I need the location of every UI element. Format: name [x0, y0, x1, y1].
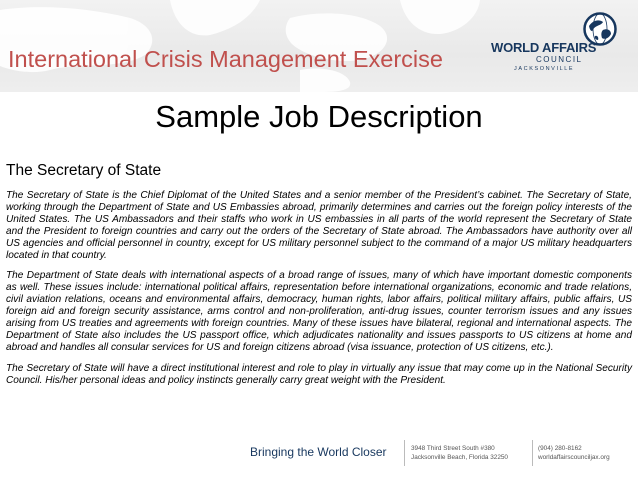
world-affairs-council-logo: [488, 10, 630, 82]
paragraph-nsc-role: The Secretary of State will have a direct institutional interest and role to play in virtually any issue that may come up in the National Security Council. His/her personal ideas and policy instincts generally carry great weight with the President.: [6, 362, 632, 386]
address-line-2: Jacksonville Beach, Florida 32250: [411, 454, 508, 461]
exercise-title: International Crisis Management Exercise: [8, 46, 443, 72]
section-heading: The Secretary of State: [6, 162, 162, 179]
footer-phone: (904) 280-8162: [538, 445, 582, 452]
footer-website[interactable]: worldaffairscounciljax.org: [538, 454, 610, 461]
footer-tagline: Bringing the World Closer: [250, 445, 387, 459]
header-banner: [0, 0, 638, 92]
slide-title: Sample Job Description: [155, 99, 483, 134]
footer-divider: [404, 440, 405, 466]
footer-address: [411, 444, 508, 462]
logo-text-council: COUNCIL: [536, 55, 583, 64]
footer: [0, 430, 638, 478]
paragraph-department-issues: The Department of State deals with international aspects of a broad range of issues, many of which have important domestic components as well. These issues include: international political affairs, representation before international organizations, economic and trade relations, civil aviation relations, oceans and environmental affairs, democracy, human rights, labor affairs, political military affairs, public affairs, US foreign aid and foreign security assistance, arms control and non-proliferation, anti-drug issues, counter terrorism issues and any issues arising from US treaties and agreements with foreign countries. Many of these issues have bilateral, regional and international aspects. The Department of State also includes the US passport office, which adjudicates nationality and issues passports to US citizens at home and abroad and handles all consular services for US and foreign citizens abroad (visa issuance, protection of US citizens, etc.).: [6, 270, 632, 353]
logo-text-world-affairs: WORLD AFFAIRS: [491, 40, 597, 55]
paragraph-role-overview: The Secretary of State is the Chief Diplomat of the United States and a senior member of the President’s cabinet. The Secretary of State, working through the Department of State and US Embassies abroad, primarily determines and carries out the foreign policy interests of the United States. The US Ambassadors and their staffs who work in US embassies in all parts of the world represent the Secretary of State and the President to foreign countries and carry out the orders of the Secretary of State abroad. The Ambassadors have authority over all US agencies and official personnel in country, except for US military personnel subject to the command of a major US military headquarters located in that country.: [6, 190, 632, 261]
footer-divider: [532, 440, 533, 466]
address-line-1: 3948 Third Street South #380: [411, 445, 495, 452]
job-description-body: [6, 190, 632, 396]
footer-contact: [538, 444, 610, 462]
logo-text-jacksonville: JACKSONVILLE: [514, 66, 575, 72]
